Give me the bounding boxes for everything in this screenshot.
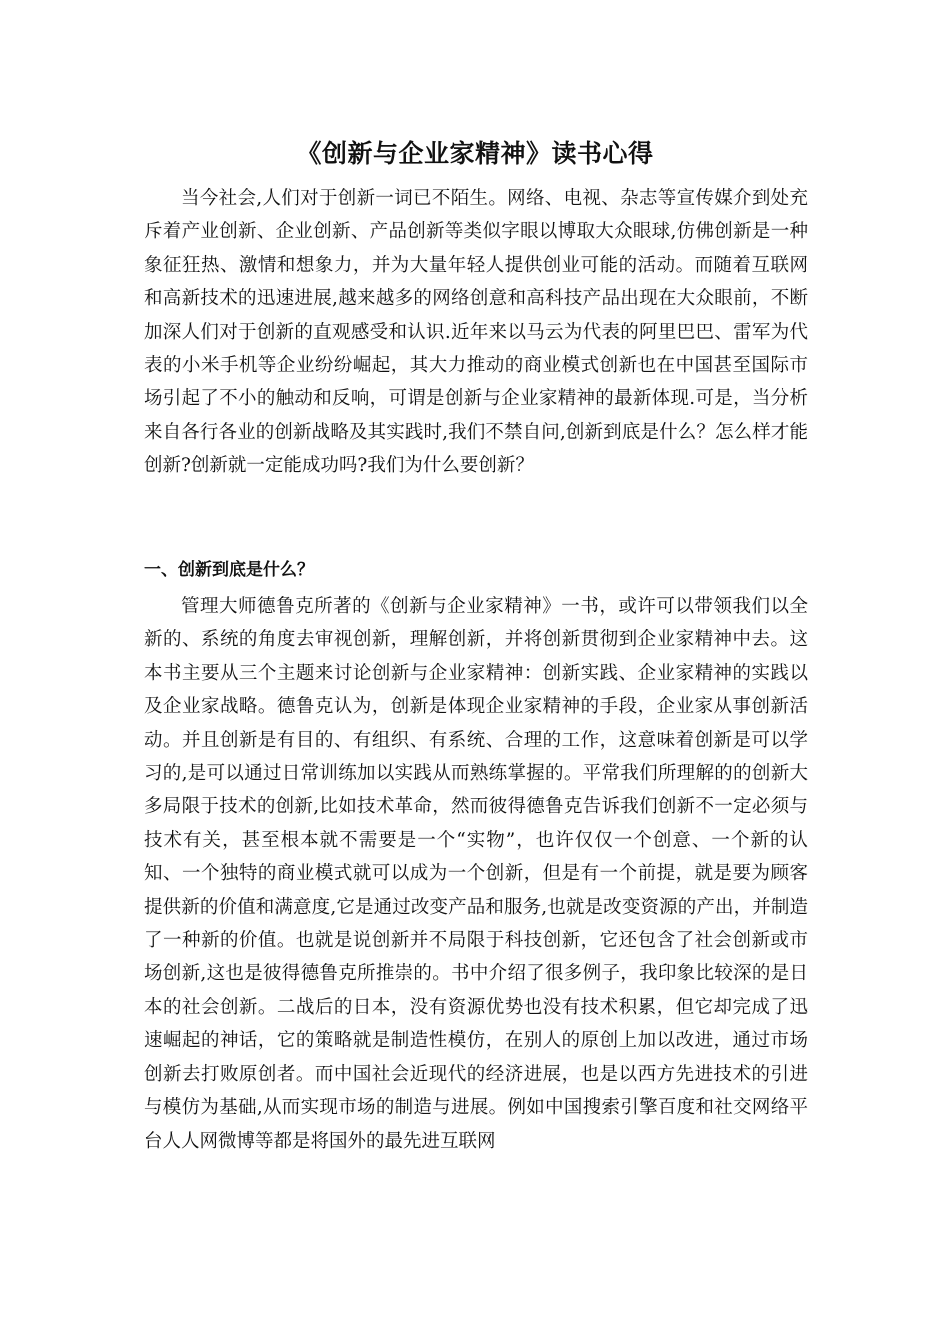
section-heading: 一、创新到底是什么？ — [144, 560, 314, 580]
document-title: 《创新与企业家精神》读书心得 — [296, 139, 654, 168]
intro-paragraph: 当今社会,人们对于创新一词已不陌生。网络、电视、杂志等宣传媒介到处充斥着产业创新、企业创新、产品创新等类似字眼以博取大众眼球,仿佛创新是一种象征狂热、激情和想象力，并为大量年轻人提供创业可能的活动。而随着互联网和高新技术的迅速进展,越来越多的网络创意和高科技产品出现在大众眼前，不断加深人们对于创新的直观感受和认识.近年来以马云为代表的阿里巴巴、雷军为代表的小米手机等企业纷纷崛起，其大力推动的商业模式创新也在中国甚至国际市场引起了不小的触动和反响，可谓是创新与企业家精神的最新体现.可是，当分析来自各行各业的创新战略及其实践时,我们不禁自问,创新到底是什么？怎么样才能创新?创新就一定能成功吗?我们为什么要创新？ — [144, 188, 808, 477]
section-paragraph: 管理大师德鲁克所著的《创新与企业家精神》一书，或许可以带领我们以全新的、系统的角度去审视创新，理解创新，并将创新贯彻到企业家精神中去。这本书主要从三个主题来讨论创新与企业家精神：创新实践、企业家精神的实践以及企业家战略。德鲁克认为，创新是体现企业家精神的手段，企业家从事创新活动。并且创新是有目的、有组织、有系统、合理的工作，这意味着创新是可以学习的,是可以通过日常训练加以实践从而熟练掌握的。平常我们所理解的的创新大多局限于技术的创新,比如技术革命，然而彼得德鲁克告诉我们创新不一定必须与技术有关，甚至根本就不需要是一个“实物”，也许仅仅一个创意、一个新的认知、一个独特的商业模式就可以成为一个创新，但是有一个前提，就是要为顾客提供新的价值和满意度,它是通过改变产品和服务,也就是改变资源的产出，并制造了一种新的价值。也就是说创新并不局限于科技创新，它还包含了社会创新或市场创新,这也是彼得德鲁克所推崇的。书中介绍了很多例子，我印象比较深的是日本的社会创新。二战后的日本，没有资源优势也没有技术积累，但它却完成了迅速崛起的神话，它的策略就是制造性模仿，在别人的原创上加以改进，通过市场创新去打败原创者。而中国社会近现代的经济进展，也是以西方先进技术的引进与模仿为基础,从而实现市场的制造与进展。例如中国搜索引擎百度和社交网络平台人人网微博等都是将国外的最先进互联网 — [144, 596, 808, 1152]
